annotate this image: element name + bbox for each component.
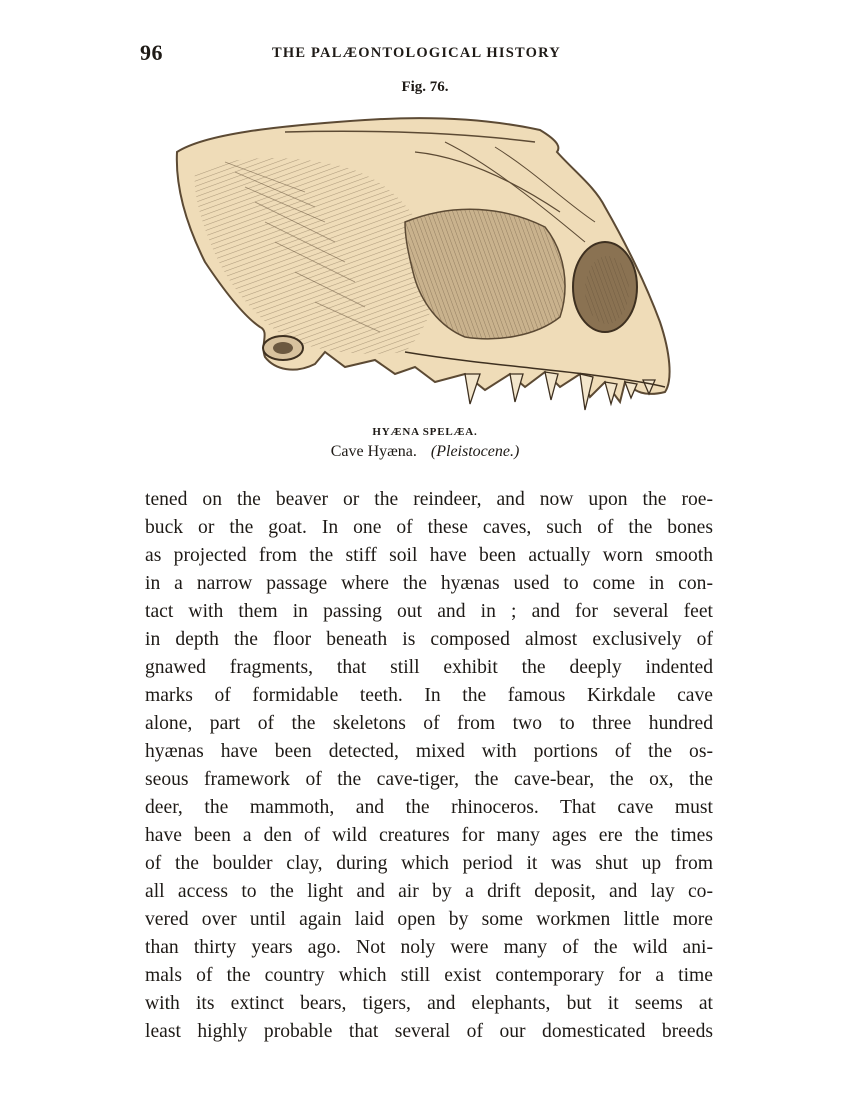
caption-era: (Pleistocene.) — [430, 443, 520, 460]
text-line: in depth the floor beneath is composed almost exclusively of — [145, 629, 713, 650]
text-line: in a narrow passage where the hyænas used to come in con- — [145, 573, 713, 594]
text-line: as projected from the stiff soil have been actually worn smooth — [145, 545, 713, 566]
text-line: with its extinct bears, tigers, and elephants, but it seems at — [145, 993, 713, 1014]
skull-engraving-icon — [165, 112, 685, 417]
running-title: THE PALÆONTOLOGICAL HISTORY — [272, 45, 561, 61]
text-line: tact with them in passing out and in ; and for several feet — [145, 601, 713, 622]
text-line: seous framework of the cave-tiger, the cave-bear, the ox, the — [145, 769, 713, 790]
text-line: mals of the country which still exist contemporary for a time — [145, 965, 713, 986]
text-line: vered over until again laid open by some workmen little more — [145, 909, 713, 930]
text-line: deer, the mammoth, and the rhinoceros. That cave must — [145, 797, 713, 818]
figure-caption-latin: HYÆNA SPELÆA. — [372, 426, 478, 438]
body-text — [145, 486, 713, 1046]
text-line: of the boulder clay, during which period it was shut up from — [145, 853, 713, 874]
text-line: buck or the goat. In one of these caves, such of the bones — [145, 517, 713, 538]
page-number: 96 — [140, 40, 163, 65]
figure-caption-common — [0, 443, 850, 461]
hyena-skull-illustration — [165, 112, 685, 417]
text-line: all access to the light and air by a drift deposit, and lay co- — [145, 881, 713, 902]
text-line: least highly probable that several of our domesticated breeds — [145, 1021, 713, 1042]
text-line: gnawed fragments, that still exhibit the deeply indented — [145, 657, 713, 678]
text-line: have been a den of wild creatures for many ages ere the times — [145, 825, 713, 846]
text-line: than thirty years ago. Not noly were many of the wild ani- — [145, 937, 713, 958]
caption-common-name: Cave Hyæna. — [330, 443, 417, 460]
figure-label: Fig. 76. — [401, 79, 449, 95]
text-line: tened on the beaver or the reindeer, and now upon the roe- — [145, 489, 713, 510]
text-line: hyænas have been detected, mixed with portions of the os- — [145, 741, 713, 762]
text-line: marks of formidable teeth. In the famous Kirkdale cave — [145, 685, 713, 706]
text-line: alone, part of the skeletons of from two to three hundred — [145, 713, 713, 734]
